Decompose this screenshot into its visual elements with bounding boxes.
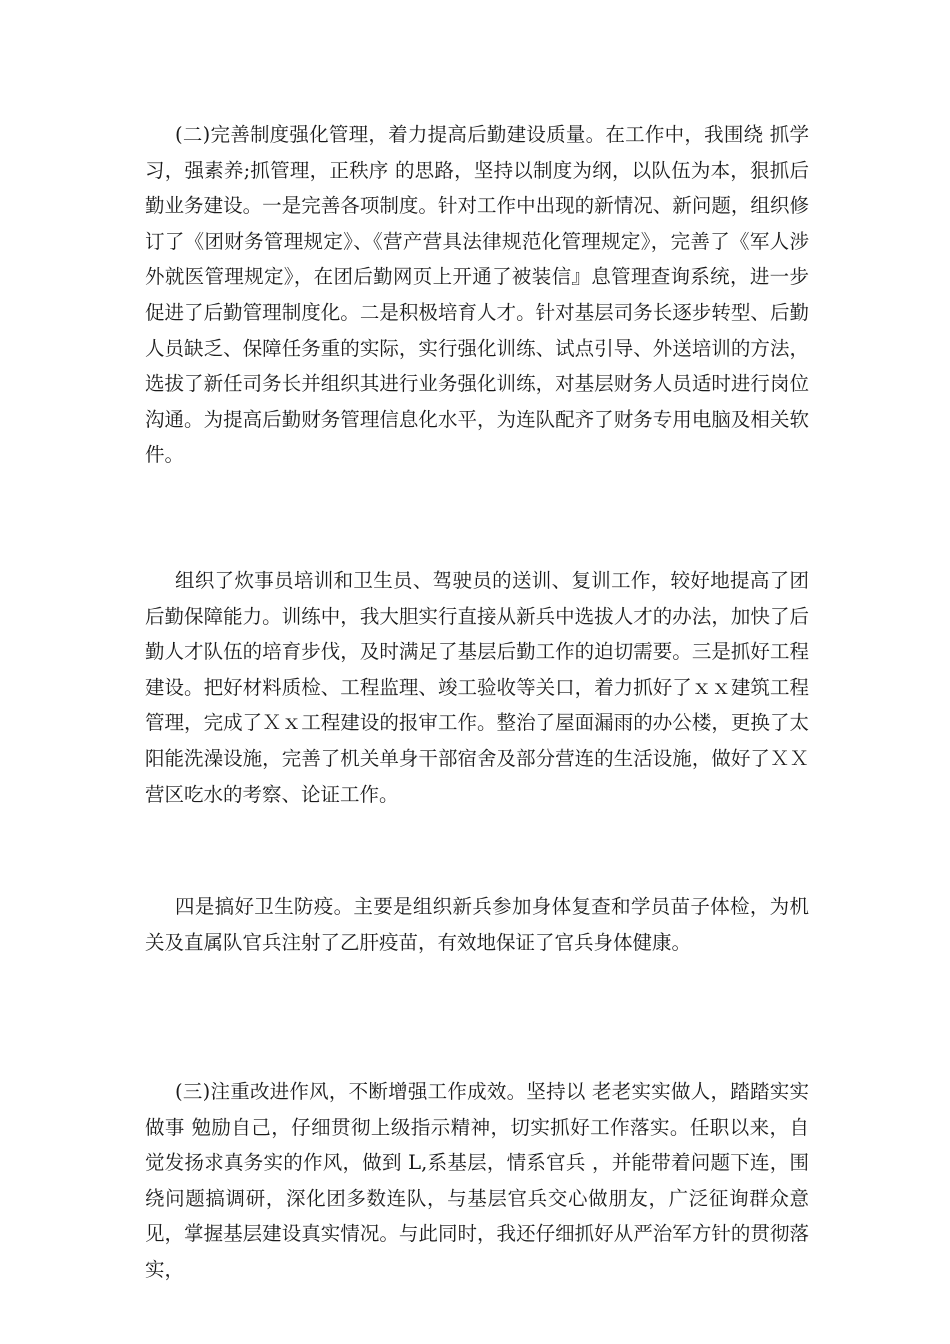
paragraph-training-engineering: 组织了炊事员培训和卫生员、驾驶员的送训、复训工作，较好地提高了团后勤保障能力。训练中，我大胆实行直接从新兵中选拔人才的办法，加快了后勤人才队伍的培育步伐，及时满足了基层后勤工作的迫切需要。三是抓好工程建设。把好材料质检、工程监理、竣工验收等关口，着力抓好了ｘｘ建筑工程管理，完成了Ｘｘ工程建设的报审工作。整治了屋面漏雨的办公楼，更换了太阳能洗澡设施，完善了机关单身干部宿舍及部分营连的生活设施，做好了ＸＸ营区吃水的考察、论证工作。 bbox=[145, 569, 809, 806]
paragraph-management-system: (二)完善制度强化管理，着力提高后勤建设质量。在工作中，我围绕 抓学习，强素养;抓管理，正秩序 的思路，坚持以制度为纲，以队伍为本，狠抓后勤业务建设。一是完善各项制度。针对工作中出现的新情况、新问题，组织修订了《团财务管理规定》、《营产营具法律规范化管理规定》，完善了《军人涉外就医管理规定》，在团后勤网页上开通了被装信』息管理查询系统，进一步促进了后勤管理制度化。二是积极培育人才。针对基层司务长逐步转型、后勤人员缺乏、保障任务重的实际，实行强化训练、试点引导、外送培训的方法，选拔了新任司务长并组织其进行业务强化训练，对基层财务人员适时进行岗位沟通。为提高后勤财务管理信息化水平，为连队配齐了财务专用电脑及相关软件。 bbox=[145, 123, 809, 467]
paragraph-health-prevention: 四是搞好卫生防疫。主要是组织新兵参加身体复查和学员苗子体检，为机关及直属队官兵注射了乙肝疫苗，有效地保证了官兵身体健康。 bbox=[145, 895, 809, 954]
paragraph-work-style: (三)注重改进作风，不断增强工作成效。坚持以 老老实实做人，踏踏实实做事 勉励自己，仔细贯彻上级指示精神，切实抓好工作落实。任职以来，自觉发扬求真务实的作风，做到 L,系基层，情系官兵 ，并能带着问题下连，围绕问题搞调研，深化团多数连队，与基层官兵交心做朋友，广泛征询群众意见，掌握基层建设真实情况。与此同时，我还仔细抓好从严治军方针的贯彻落实， bbox=[145, 1080, 809, 1281]
